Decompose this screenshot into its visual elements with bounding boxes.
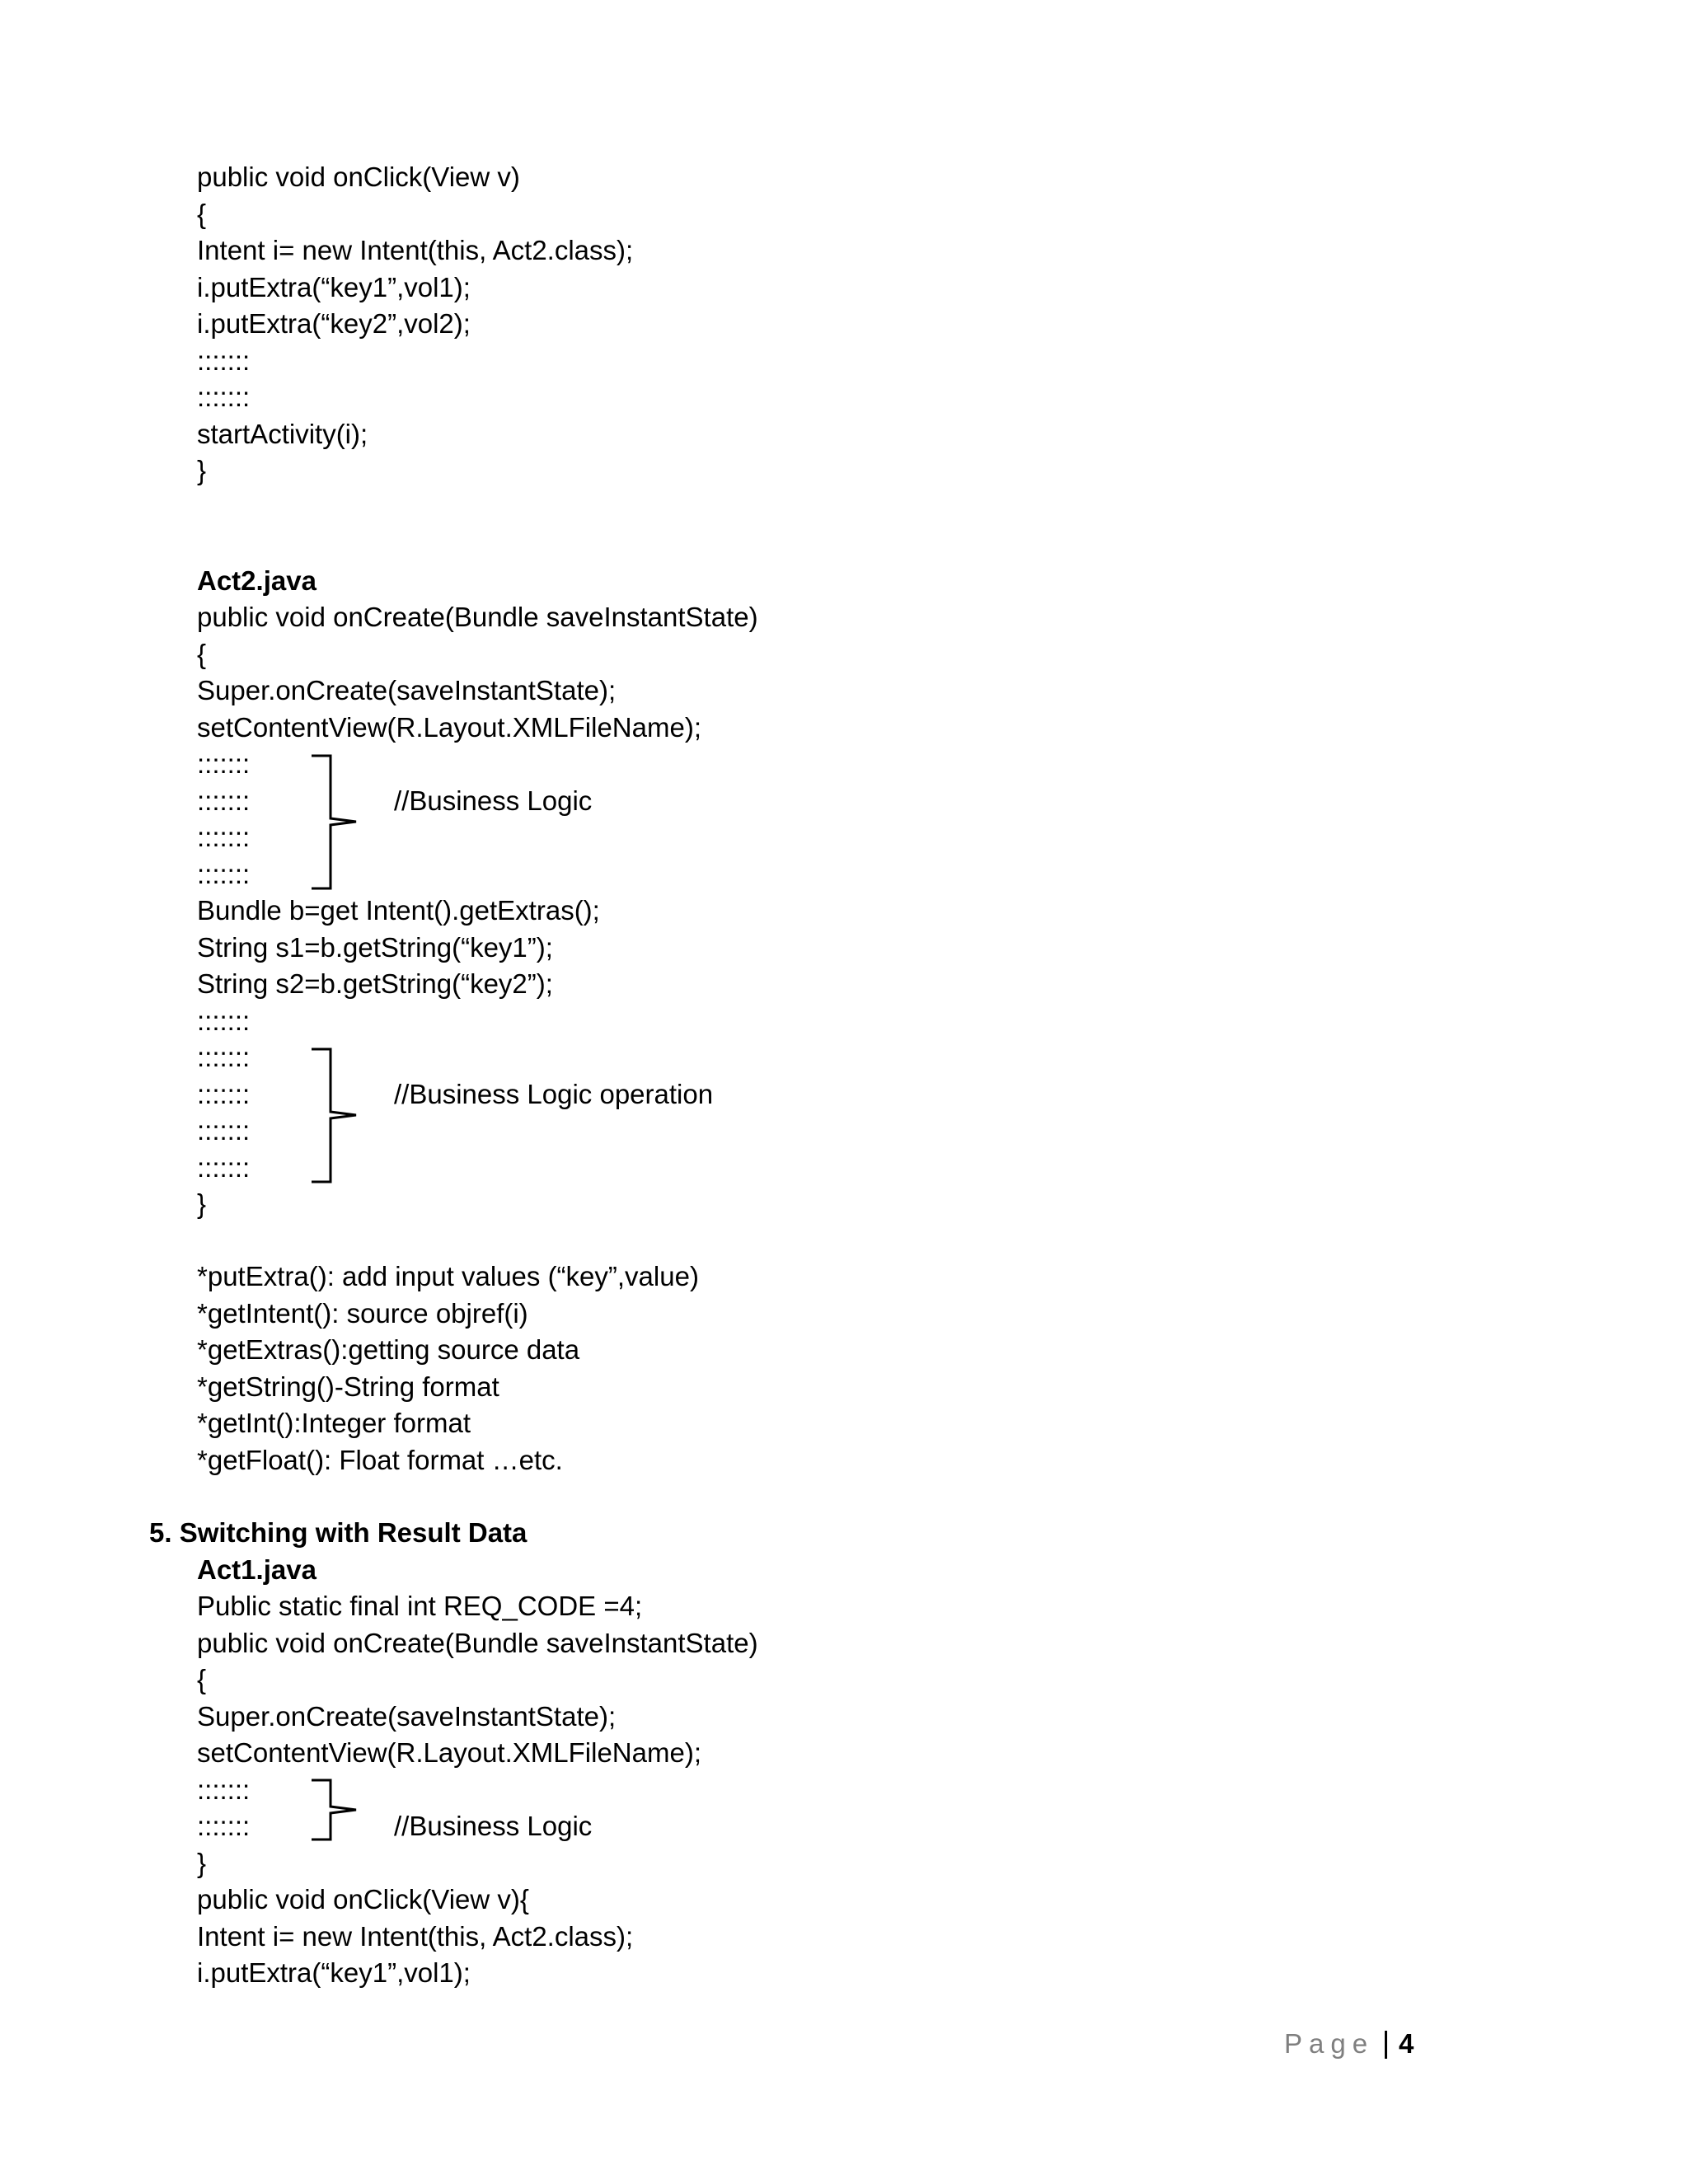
note-line: *getFloat(): Float format …etc. — [197, 1445, 563, 1475]
file-title: Act1.java — [197, 1554, 316, 1585]
code-line: ::::::: — [197, 382, 251, 412]
note-line: *getExtras():getting source data — [197, 1334, 580, 1365]
code-line: { — [197, 1664, 207, 1694]
code-line: } — [197, 455, 207, 485]
code-line: ::::::: — [197, 1152, 251, 1183]
code-line: public void onCreate(Bundle saveInstantState) — [197, 1628, 758, 1658]
code-line: ::::::: — [197, 1115, 251, 1146]
code-line: public void onClick(View v) — [197, 162, 520, 192]
code-line: setContentView(R.Layout.XMLFileName); — [197, 1737, 701, 1768]
code-line: public void onClick(View v){ — [197, 1884, 529, 1915]
code-comment: //Business Logic — [394, 785, 593, 816]
note-line: *getInt():Integer format — [197, 1408, 471, 1438]
code-line: Super.onCreate(saveInstantState); — [197, 1701, 617, 1732]
code-line: startActivity(i); — [197, 419, 368, 449]
code-line: i.putExtra(“key2”,vol2); — [197, 308, 471, 339]
code-line: ::::::: — [197, 748, 251, 779]
page-label: Page — [1284, 2028, 1375, 2059]
code-line: Intent i= new Intent(this, Act2.class); — [197, 1921, 634, 1952]
code-line: Intent i= new Intent(this, Act2.class); — [197, 235, 634, 265]
code-line: i.putExtra(“key1”,vol1); — [197, 1957, 471, 1988]
code-line: ::::::: — [197, 822, 251, 852]
code-comment: //Business Logic — [394, 1811, 593, 1841]
code-line: { — [197, 639, 207, 669]
right-brace-icon — [310, 1047, 359, 1183]
code-line: { — [197, 199, 207, 229]
code-line: i.putExtra(“key1”,vol1); — [197, 272, 471, 302]
code-line: } — [197, 1848, 207, 1878]
code-line: ::::::: — [197, 1005, 251, 1036]
code-line: ::::::: — [197, 1811, 251, 1841]
code-line: setContentView(R.Layout.XMLFileName); — [197, 712, 701, 743]
code-line: Public static final int REQ_CODE =4; — [197, 1591, 643, 1621]
code-line: ::::::: — [197, 1079, 251, 1109]
code-line: ::::::: — [197, 1042, 251, 1072]
note-line: *getIntent(): source objref(i) — [197, 1298, 528, 1329]
right-brace-icon — [310, 754, 359, 890]
code-line: ::::::: — [197, 785, 251, 816]
code-comment: //Business Logic operation — [394, 1079, 714, 1109]
file-title: Act2.java — [197, 565, 316, 596]
code-line: } — [197, 1188, 207, 1219]
code-line: String s2=b.getString(“key2”); — [197, 968, 553, 999]
code-line: public void onCreate(Bundle saveInstantState) — [197, 602, 758, 632]
right-brace-icon — [310, 1779, 359, 1841]
code-line: Bundle b=get Intent().getExtras(); — [197, 895, 600, 926]
section-heading: 5. Switching with Result Data — [149, 1517, 528, 1548]
code-line: String s1=b.getString(“key1”); — [197, 932, 553, 963]
page-number: 4 — [1399, 2028, 1414, 2059]
code-line: ::::::: — [197, 345, 251, 376]
code-line: ::::::: — [197, 859, 251, 889]
note-line: *getString()-String format — [197, 1371, 499, 1402]
page-separator — [1385, 2031, 1387, 2059]
code-line: Super.onCreate(saveInstantState); — [197, 675, 617, 705]
note-line: *putExtra(): add input values (“key”,value) — [197, 1261, 699, 1291]
code-line: ::::::: — [197, 1774, 251, 1805]
